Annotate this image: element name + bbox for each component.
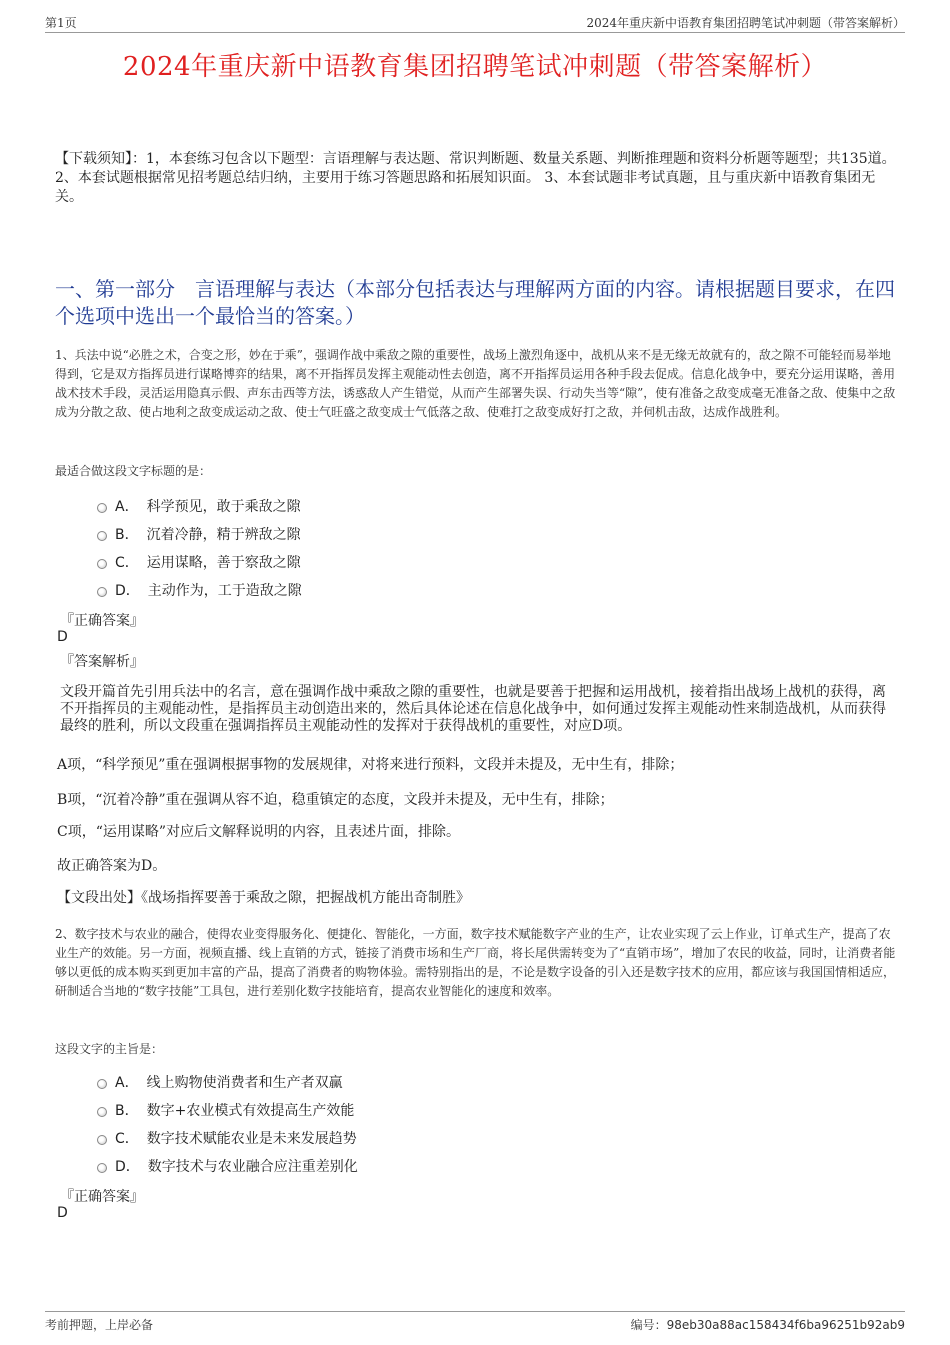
document-code: 98eb30a88ac158434f6ba96251b92ab9 — [666, 1318, 905, 1332]
answer-value: D — [57, 629, 68, 645]
section-title: 一、第一部分 言语理解与表达（本部分包括表达与理解两方面的内容。请根据题目要求，在四个选项中选出一个最恰当的答案。） — [55, 277, 895, 328]
option-c[interactable]: C． 数字技术赋能农业是未来发展趋势 — [97, 1124, 358, 1152]
question-2-prompt: 这段文字的主旨是： — [55, 1042, 164, 1056]
option-b[interactable]: B． 数字+农业模式有效提高生产效能 — [97, 1096, 358, 1124]
header-doc-title: 2024年重庆新中语教育集团招聘笔试冲刺题（带答案解析） — [586, 16, 905, 30]
option-d[interactable]: D． 主动作为，工于造敌之隙 — [97, 576, 302, 604]
analysis-c-note: C项，“运用谋略”对应后文解释说明的内容，且表述片面，排除。 — [57, 824, 461, 840]
question-2-passage: 2、数字技术与农业的融合，使得农业变得服务化、便捷化、智能化，一方面，数字技术赋能数字产业的生产，让农业实现了云上作业，订单式生产，提高了农业生产的效能。另一方面，视频直播、线上直销的方式，链接了消费市场和生产厂商，将长尾供需转变为了“直销市场”，增加了农民的收益，同时，让消费者能够以更低的成本购买到更加丰富的产品，提高了消费者的购物体验。需特别指出的是，不论是数字设备的引入还是数字技术的应用，都应该与我国国情相适应，研制适合当地的“数字技能”工具包，进行差别化数字技能培育，提高农业智能化的速度和效率。 — [55, 927, 896, 998]
radio-icon[interactable] — [97, 1163, 107, 1173]
radio-icon[interactable] — [97, 1079, 107, 1089]
option-text: 数字+农业模式有效提高生产效能 — [146, 1103, 355, 1119]
radio-icon[interactable] — [97, 503, 107, 513]
option-text: 沉着冷静，精于辨敌之隙 — [146, 527, 301, 543]
question-1-options — [97, 492, 302, 604]
analysis-b-note: B项，“沉着冷静”重在强调从容不迫，稳重镇定的态度，文段并未提及，无中生有，排除； — [57, 792, 614, 808]
passage-source: 【文段出处】《战场指挥要善于乘敌之隙，把握战机方能出奇制胜》 — [57, 890, 470, 906]
answer-label: 『正确答案』 — [60, 613, 144, 629]
analysis-label: 『答案解析』 — [60, 654, 144, 670]
radio-icon[interactable] — [97, 1107, 107, 1117]
option-a[interactable]: A． 线上购物使消费者和生产者双赢 — [97, 1068, 358, 1096]
analysis-text: 文段开篇首先引用兵法中的名言，意在强调作战中乘敌之隙的重要性，也就是要善于把握和运用战机，接着指出战场上战机的获得，离不开指挥员的主观能动性，是指挥员主动创造出来的，然后具体论述在信息化战争中，如何通过发挥主观能动性来制造战机，从而获得最终的胜利，所以文段重在强调指挥员主观能动性的发挥对于获得战机的重要性，对应D项。 — [60, 684, 886, 734]
option-text: 运用谋略，善于察敌之隙 — [146, 555, 301, 571]
footer-slogan: 考前押题，上岸必备 — [45, 1318, 154, 1332]
option-a[interactable]: A． 科学预见，敢于乘敌之隙 — [97, 492, 302, 520]
question-1-prompt: 最适合做这段文字标题的是： — [55, 464, 212, 478]
question-1-passage: 1、兵法中说“必胜之术，合变之形，妙在于乘”，强调作战中乘敌之隙的重要性，战场上激烈角逐中，战机从来不是无缘无故就有的，敌之隙不可能轻而易举地得到，它是双方指挥员进行谋略博弈的结果，离不开指挥员发挥主观能动性去创造，离不开指挥员运用各种手段去促成。信息化战争中，要充分运用谋略，善用战术技术手段，灵活运用隐真示假、声东击西等方法，诱惑敌人产生错觉，从而产生部署失误、行动失当等“隙”，使有准备之敌变成毫无准备之敌、使集中之敌成为分散之敌、使占地利之敌变成运动之敌、使士气旺盛之敌变成士气低落之敌、使难打之敌变成好打之敌，并伺机击敌，达成作战胜利。 — [55, 348, 896, 419]
option-text: 科学预见，敢于乘敌之隙 — [146, 499, 301, 515]
analysis-a-note: A项，“科学预见”重在强调根据事物的发展规律，对将来进行预料，文段并未提及，无中生有，排除； — [57, 757, 684, 773]
radio-icon[interactable] — [97, 587, 107, 597]
page-number: 第1页 — [45, 16, 77, 30]
option-text: 数字技术与农业融合应注重差别化 — [147, 1159, 358, 1175]
document-title: 2024年重庆新中语教育集团招聘笔试冲刺题（带答案解析） — [122, 52, 828, 82]
option-b[interactable]: B． 沉着冷静，精于辨敌之隙 — [97, 520, 302, 548]
answer-label: 『正确答案』 — [60, 1189, 144, 1205]
page-header — [45, 14, 905, 33]
question-2-options — [97, 1068, 358, 1180]
option-text: 线上购物使消费者和生产者双赢 — [146, 1075, 343, 1091]
radio-icon[interactable] — [97, 559, 107, 569]
footer-id: 编号：98eb30a88ac158434f6ba96251b92ab9 — [630, 1318, 905, 1332]
radio-icon[interactable] — [97, 1135, 107, 1145]
page-footer — [45, 1311, 905, 1332]
option-c[interactable]: C． 运用谋略，善于察敌之隙 — [97, 548, 302, 576]
answer-value: D — [57, 1205, 68, 1221]
download-notice: 【下载须知】：1，本套练习包含以下题型：言语理解与表达题、常识判断题、数量关系题、判断推理题和资料分析题等题型；共135道。 2、本套试题根据常见招考题总结归纳，主要用于练习答题思路和拓展知识面。 3、本套试题非考试真题，且与重庆新中语教育集团无关。 — [55, 151, 896, 205]
analysis-conclusion: 故正确答案为D。 — [57, 858, 167, 874]
option-text: 数字技术赋能农业是未来发展趋势 — [146, 1131, 357, 1147]
option-d[interactable]: D． 数字技术与农业融合应注重差别化 — [97, 1152, 358, 1180]
option-text: 主动作为，工于造敌之隙 — [147, 583, 302, 599]
radio-icon[interactable] — [97, 531, 107, 541]
